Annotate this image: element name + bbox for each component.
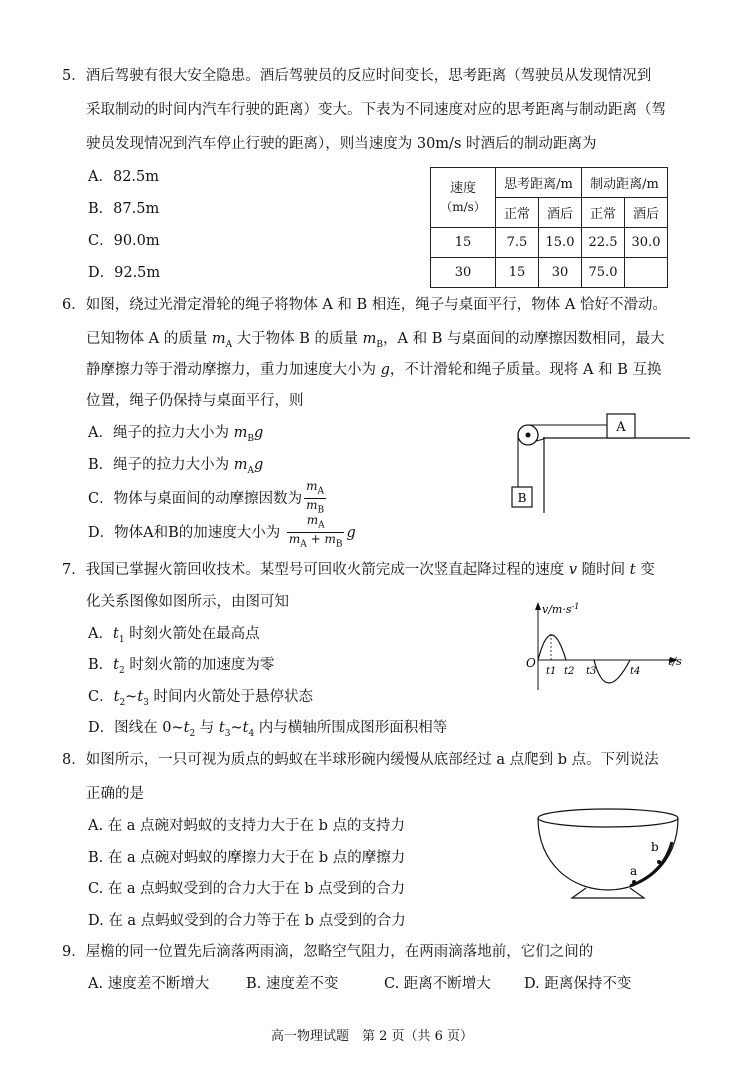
q6-option-d: D．物体A和B的加速度大小为 $\frac{m_A}{m_A + m_B}$ g xyxy=(88,513,356,550)
table-cell: 15 xyxy=(431,228,496,258)
x-axis-label: t/s xyxy=(668,655,682,668)
fraction: $\frac{m_A}{m_A + m_B}$ xyxy=(288,513,343,550)
q9-option-a: A. 速度差不断增大 xyxy=(88,976,210,992)
fraction: $\frac{m_A}{m_B}$ xyxy=(306,479,325,516)
q7-option-b: B．$t_2$ 时刻火箭的加速度为零 xyxy=(88,657,275,676)
origin-label: O xyxy=(526,656,536,670)
table-cell: 30.0 xyxy=(625,228,668,258)
q7-line-2: 化关系图像如图所示，由图可知 xyxy=(86,594,289,610)
speed-unit: （m/s） xyxy=(440,199,486,214)
q8-option-b: B. 在 a 点碗对蚂蚁的摩擦力大于在 b 点的摩擦力 xyxy=(88,850,406,866)
point-a-label: a xyxy=(630,864,638,878)
speed-header-cell xyxy=(431,168,496,228)
q9-option-c: C. 距离不断增大 xyxy=(384,976,491,992)
speed-header: 速度 xyxy=(449,180,476,196)
block-b-label: B xyxy=(517,491,527,505)
q7-line-1: 7．我国已掌握火箭回收技术。某型号可回收火箭完成一次竖直起降过程的速度 v 随时间 t 变 xyxy=(62,562,655,578)
q9-line-1: 9．屋檐的同一位置先后滴落两雨滴，忽略空气阻力，在两雨滴落地前，它们之间的 xyxy=(62,944,594,960)
think-drunk-header: 酒后 xyxy=(539,198,582,228)
brake-distance-header: 制动距离/m xyxy=(582,168,668,198)
table-cell: 7.5 xyxy=(496,228,539,258)
think-distance-header: 思考距离/m xyxy=(496,168,582,198)
q7-option-c: C．$t_2\sim t_3$ 时间内火箭处于悬停状态 xyxy=(88,689,313,708)
think-normal-header: 正常 xyxy=(496,198,539,228)
bowl-diagram xyxy=(528,802,688,902)
brake-normal-header: 正常 xyxy=(582,198,625,228)
y-axis-label: $v/m\cdot s^{-1}$ xyxy=(542,602,580,616)
q5-line-1: 5．酒后驾驶有很大安全隐患。酒后驾驶员的反应时间变长，思考距离（驾驶员从发现情况到 xyxy=(62,68,652,84)
q7-option-a: A．$t_1$ 时刻火箭处在最高点 xyxy=(88,626,260,645)
page-footer: 高一物理试题 第 2 页（共 6 页） xyxy=(270,1029,474,1044)
table-cell xyxy=(625,258,668,288)
pulley-diagram xyxy=(510,405,690,515)
velocity-time-graph xyxy=(518,598,688,703)
table-row xyxy=(431,228,668,258)
q7-option-d: D．图线在 $0\sim t_2$ 与 $t_3\sim t_4$ 内与横轴所围成图形面积相等 xyxy=(88,720,448,739)
tick-t4: t4 xyxy=(630,666,641,677)
q6-line-3: 静摩擦力等于滑动摩擦力，重力加速度大小为 g，不计滑轮和绳子质量。现将 A 和 B 互换 xyxy=(86,362,662,378)
block-a-label: A xyxy=(616,420,626,435)
q6-line-1: 6．如图，绕过光滑定滑轮的绳子将物体 A 和 B 相连，绳子与桌面平行，物体 A 恰好不滑动。 xyxy=(62,297,667,313)
q6-option-b: B．绳子的拉力大小为 $m_Ag$ xyxy=(88,457,264,476)
q5-option-a: A．82.5m xyxy=(88,169,160,185)
q5-option-c: C．90.0m xyxy=(88,233,160,249)
q5-data-table xyxy=(430,167,668,288)
tick-t1: t1 xyxy=(546,666,557,677)
q8-option-c: C. 在 a 点蚂蚁受到的合力大于在 b 点受到的合力 xyxy=(88,881,406,897)
q5-option-b: B．87.5m xyxy=(88,201,160,217)
q5-line-3: 驶员发现情况到汽车停止行驶的距离），则当速度为 30m/s 时酒后的制动距离为 xyxy=(86,136,597,152)
point-b-label: b xyxy=(651,840,659,854)
table-cell: 75.0 xyxy=(582,258,625,288)
q8-option-a: A. 在 a 点碗对蚂蚁的支持力大于在 b 点的支持力 xyxy=(88,818,406,834)
table-cell: 30 xyxy=(539,258,582,288)
q9-option-b: B. 速度差不变 xyxy=(246,976,339,992)
q6-line-4: 位置，绳子仍保持与桌面平行，则 xyxy=(86,393,304,409)
q6-option-a: A．绳子的拉力大小为 $m_Bg$ xyxy=(88,425,264,444)
q6-option-c: C．物体与桌面间的动摩擦因数为 $\frac{m_A}{m_B}$ xyxy=(88,479,325,516)
tick-t2: t2 xyxy=(564,666,575,677)
q8-option-d: D. 在 a 点蚂蚁受到的合力等于在 b 点受到的合力 xyxy=(88,913,406,929)
table-cell: 15.0 xyxy=(539,228,582,258)
q8-line-2: 正确的是 xyxy=(86,786,144,802)
table-row xyxy=(431,258,668,288)
brake-drunk-header: 酒后 xyxy=(625,198,668,228)
q9-option-d: D. 距离保持不变 xyxy=(524,976,632,992)
q8-line-1: 8．如图所示，一只可视为质点的蚂蚁在半球形碗内缓慢从底部经过 a 点爬到 b 点。下列说法 xyxy=(62,752,659,768)
q5-option-d: D．92.5m xyxy=(88,265,161,281)
tick-t3: t3 xyxy=(586,666,597,677)
table-cell: 15 xyxy=(496,258,539,288)
table-cell: 22.5 xyxy=(582,228,625,258)
table-cell: 30 xyxy=(431,258,496,288)
q6-line-2: 已知物体 A 的质量 $m_A$ 大于物体 B 的质量 $m_B$，A 和 B 与桌面间的动摩擦因数相同，最大 xyxy=(86,331,665,350)
q5-line-2: 采取制动的时间内汽车行驶的距离）变大。下表为不同速度对应的思考距离与制动距离（驾 xyxy=(86,102,666,118)
